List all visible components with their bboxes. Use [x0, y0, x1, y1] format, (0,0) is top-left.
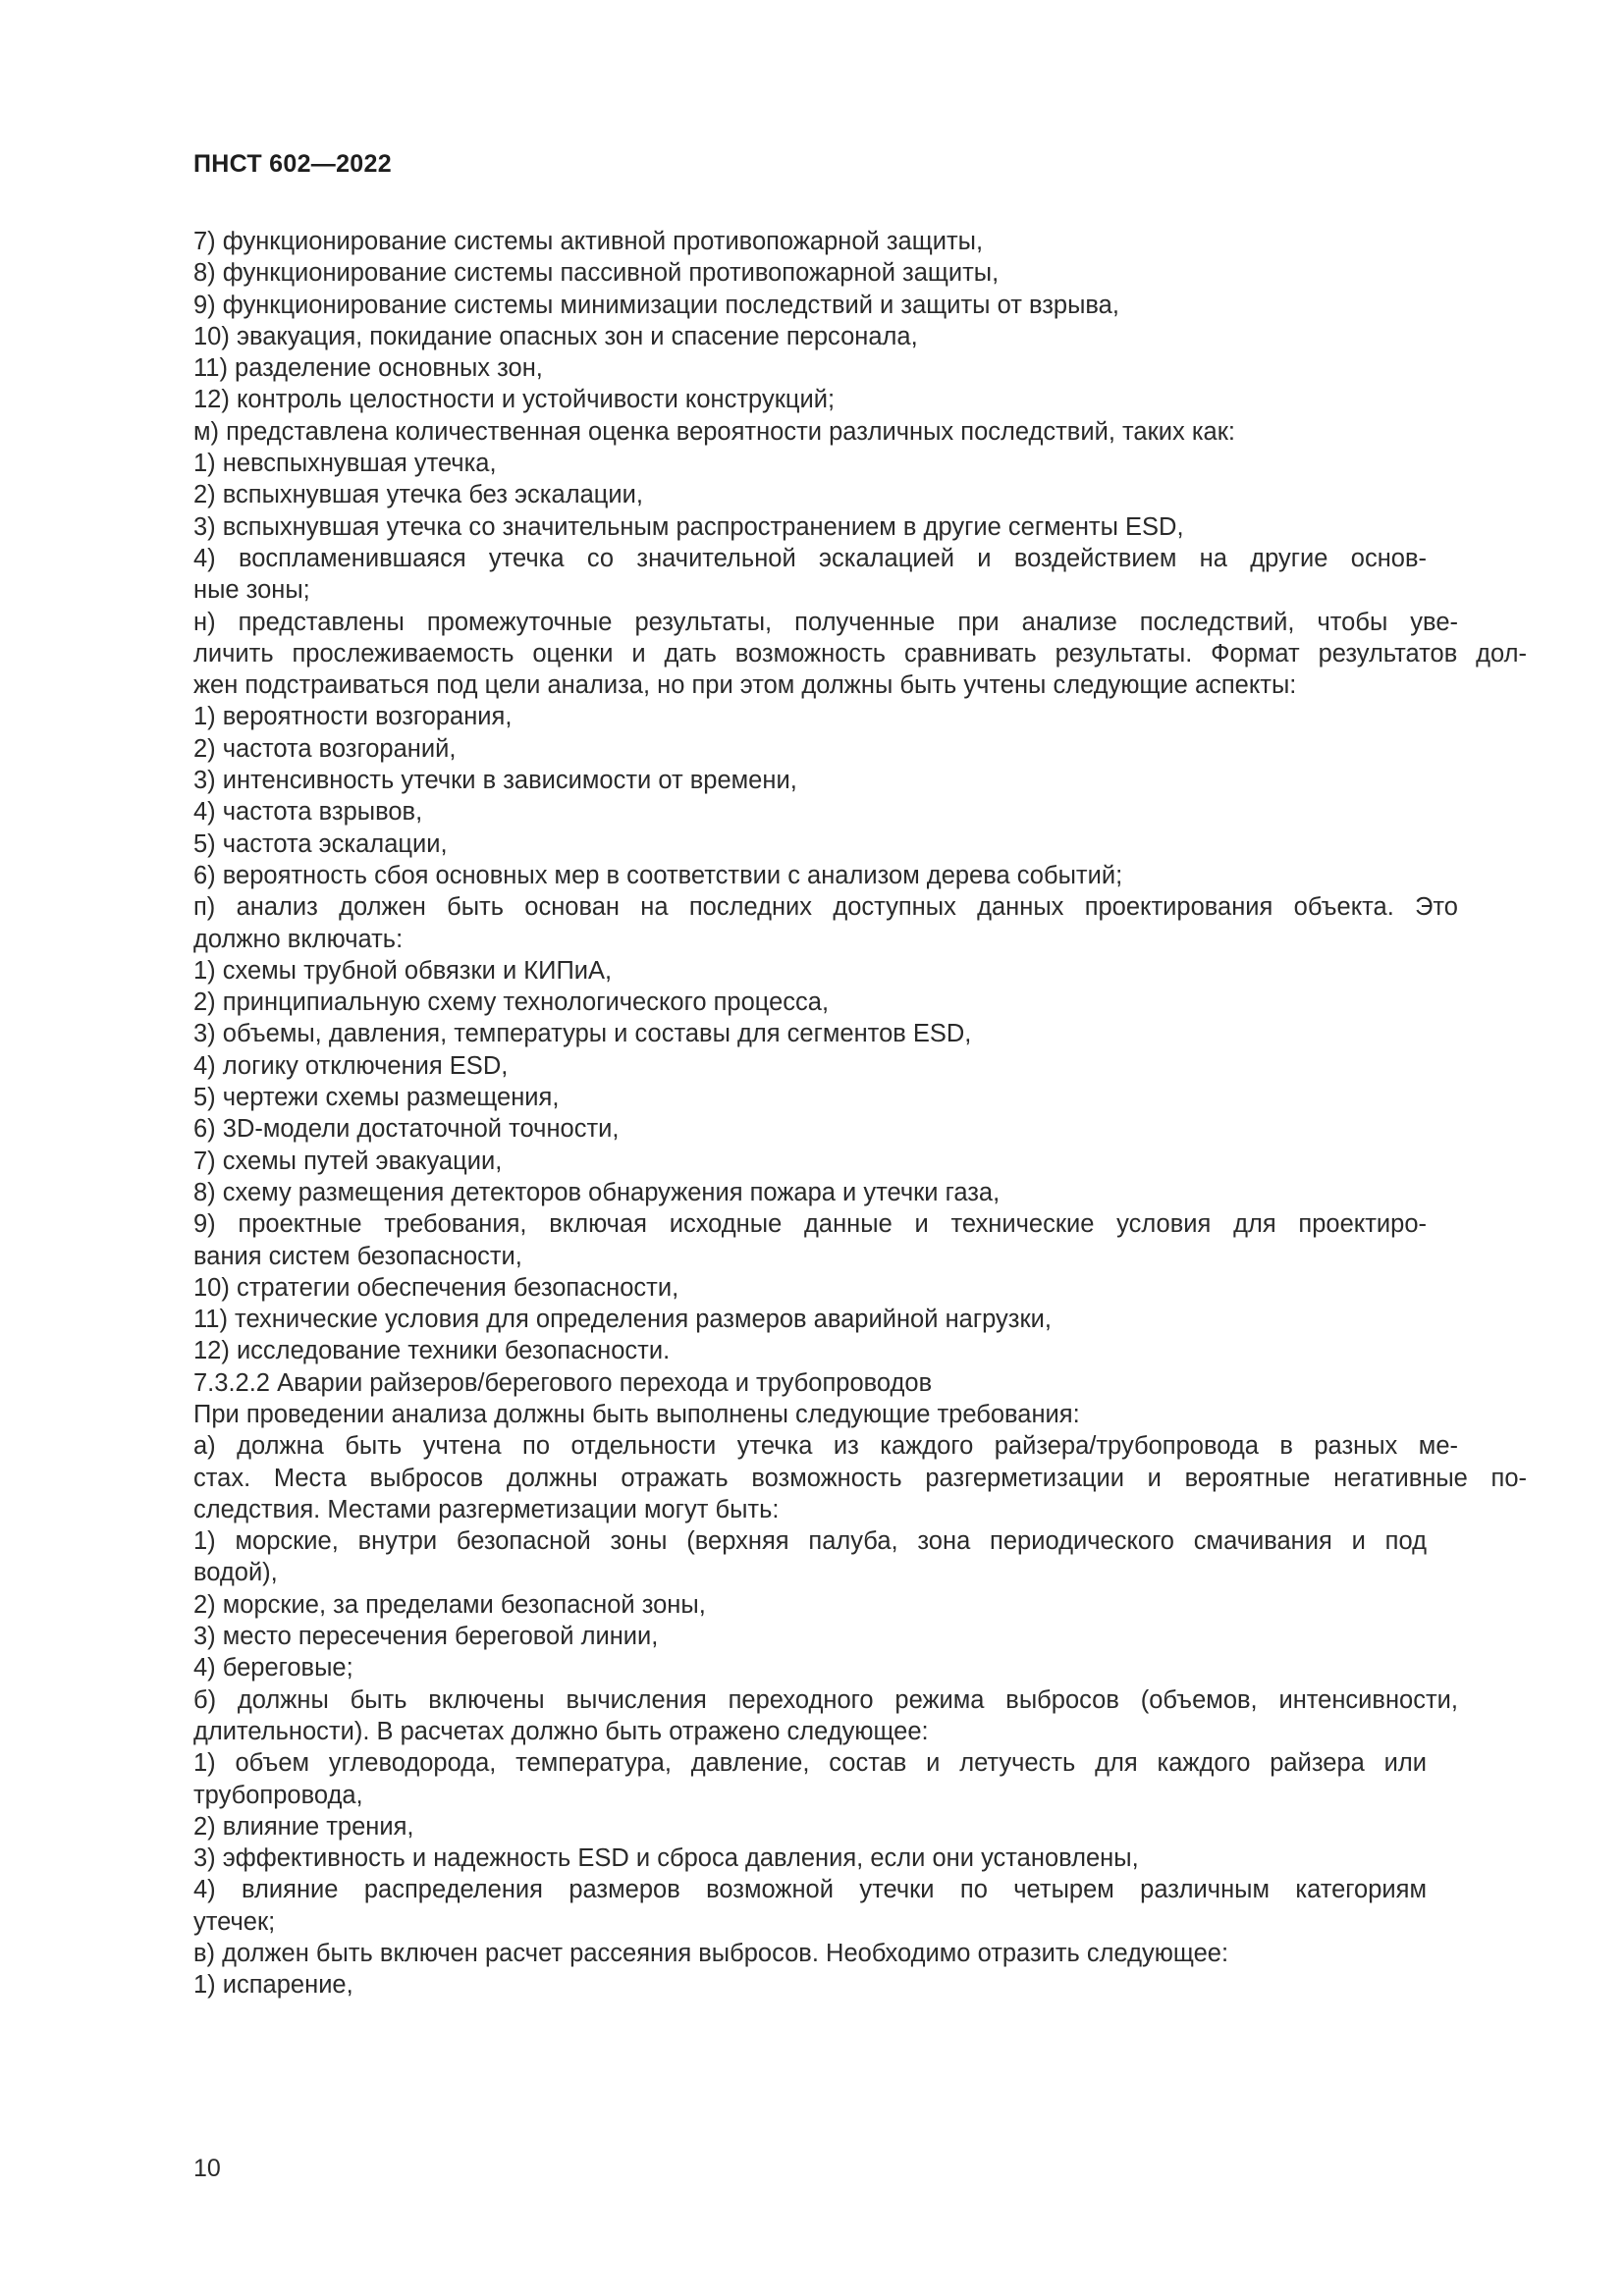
list-item: 12) исследование техники безопасности. — [193, 1337, 671, 1365]
list-item: 11) технические условия для определения размеров аварийной нагрузки, — [193, 1306, 1052, 1334]
list-item: 2) принципиальную схему технологического процесса, — [193, 988, 830, 1017]
list-item: 1) схемы трубной обвязки и КИПиА, — [193, 956, 613, 985]
list-item: 9) проектные требования, включая исходные данные и технические условия для проектиро- — [193, 1210, 1427, 1239]
list-item: 12) контроль целостности и устойчивости конструкций; — [193, 386, 836, 414]
list-item: 10) эвакуация, покидание опасных зон и спасение персонала, — [193, 322, 918, 350]
text-line: вания систем безопасности, — [193, 1242, 522, 1270]
paragraph-line: н) представлены промежуточные результаты, полученные при анализе последствий, чтобы уве- — [193, 608, 1458, 636]
list-item: 7) функционирование системы активной противопожарной защиты, — [193, 228, 984, 255]
text-line: водой), — [193, 1559, 278, 1587]
text-line: утечек; — [193, 1907, 276, 1936]
list-item: 1) вероятности возгорания, — [193, 703, 513, 731]
list-item: 3) объемы, давления, температуры и составы для сегментов ESD, — [193, 1020, 972, 1048]
document-code-header: ПНСТ 602—2022 — [193, 150, 392, 178]
section-heading: 7.3.2.2 Аварии райзеров/берегового перехода и трубопроводов — [193, 1368, 933, 1397]
list-item: 8) схему размещения детекторов обнаружения пожара и утечки газа, — [193, 1178, 1001, 1206]
paragraph-line: в) должен быть включен расчет рассеяния выбросов. Необходимо отразить следующее: — [193, 1940, 1229, 1968]
list-item: 2) вспыхнувшая утечка без эскалации, — [193, 481, 643, 509]
list-item: 2) влияние трения, — [193, 1812, 414, 1841]
list-item: 4) логику отключения ESD, — [193, 1051, 509, 1080]
list-item: 7) схемы путей эвакуации, — [193, 1147, 503, 1175]
list-item: 1) испарение, — [193, 1971, 353, 2000]
list-item: 3) вспыхнувшая утечка со значительным распространением в другие сегменты ESD, — [193, 512, 1184, 541]
list-item: 4) влияние распределения размеров возможной утечки по четырем различным категориям — [193, 1876, 1427, 1904]
text-line: длительности). В расчетах должно быть отражено следующее: — [193, 1717, 929, 1745]
paragraph-line: стах. Места выбросов должны отражать возможность разгерметизации и вероятные негативные по- — [193, 1464, 1527, 1492]
text-line: жен подстраиваться под цели анализа, но при этом должны быть учтены следующие аспекты: — [193, 671, 1297, 700]
text-line: ные зоны; — [193, 576, 310, 605]
list-item: 8) функционирование системы пассивной противопожарной защиты, — [193, 259, 1000, 288]
document-body — [193, 226, 1527, 2002]
list-item: 4) береговые; — [193, 1654, 353, 1682]
list-item: 1) невспыхнувшая утечка, — [193, 450, 497, 478]
paragraph-line: При проведении анализа должны быть выполнены следующие требования: — [193, 1400, 1080, 1428]
list-item: 2) частота возгораний, — [193, 734, 457, 763]
paragraph-line: б) должны быть включены вычисления переходного режима выбросов (объемов, интенсивности, — [193, 1685, 1458, 1714]
list-item: 6) вероятность сбоя основных мер в соответствии с анализом дерева событий; — [193, 861, 1123, 889]
list-item: 3) эффективность и надежность ESD и сброса давления, если они установлены, — [193, 1844, 1139, 1873]
list-item: 10) стратегии обеспечения безопасности, — [193, 1273, 679, 1302]
text-line: должно включать: — [193, 925, 404, 953]
list-item: 3) интенсивность утечки в зависимости от времени, — [193, 767, 797, 795]
paragraph-line: личить прослеживаемость оценки и дать возможность сравнивать результаты. Формат результатов дол- — [193, 639, 1527, 667]
list-item: 5) чертежи схемы размещения, — [193, 1084, 560, 1112]
list-item: 2) морские, за пределами безопасной зоны, — [193, 1590, 706, 1619]
list-item: 1) объем углеводорода, температура, давление, состав и летучесть для каждого райзера или — [193, 1749, 1427, 1778]
paragraph-line: а) должна быть учтена по отдельности утечка из каждого райзера/трубопровода в разных ме- — [193, 1432, 1458, 1461]
text-line: трубопровода, — [193, 1781, 363, 1809]
list-item: 6) 3D-модели достаточной точности, — [193, 1115, 620, 1144]
page-number: 10 — [193, 2155, 221, 2182]
list-item: 5) частота эскалации, — [193, 829, 448, 858]
list-item: 3) место пересечения береговой линии, — [193, 1623, 659, 1651]
paragraph-line: п) анализ должен быть основан на последних доступных данных проектирования объекта. Это — [193, 893, 1458, 922]
text-line: следствия. Местами разгерметизации могут быть: — [193, 1495, 780, 1523]
list-item: 1) морские, внутри безопасной зоны (верхняя палуба, зона периодического смачивания и под — [193, 1527, 1427, 1556]
list-item: 4) частота взрывов, — [193, 798, 423, 827]
list-item: 4) воспламенившаяся утечка со значительной эскалацией и воздействием на другие основ- — [193, 544, 1427, 572]
list-item: 9) функционирование системы минимизации последствий и защиты от взрыва, — [193, 291, 1119, 319]
list-item: 11) разделение основных зон, — [193, 354, 543, 383]
list-item: м) представлена количественная оценка вероятности различных последствий, таких как: — [193, 417, 1235, 446]
